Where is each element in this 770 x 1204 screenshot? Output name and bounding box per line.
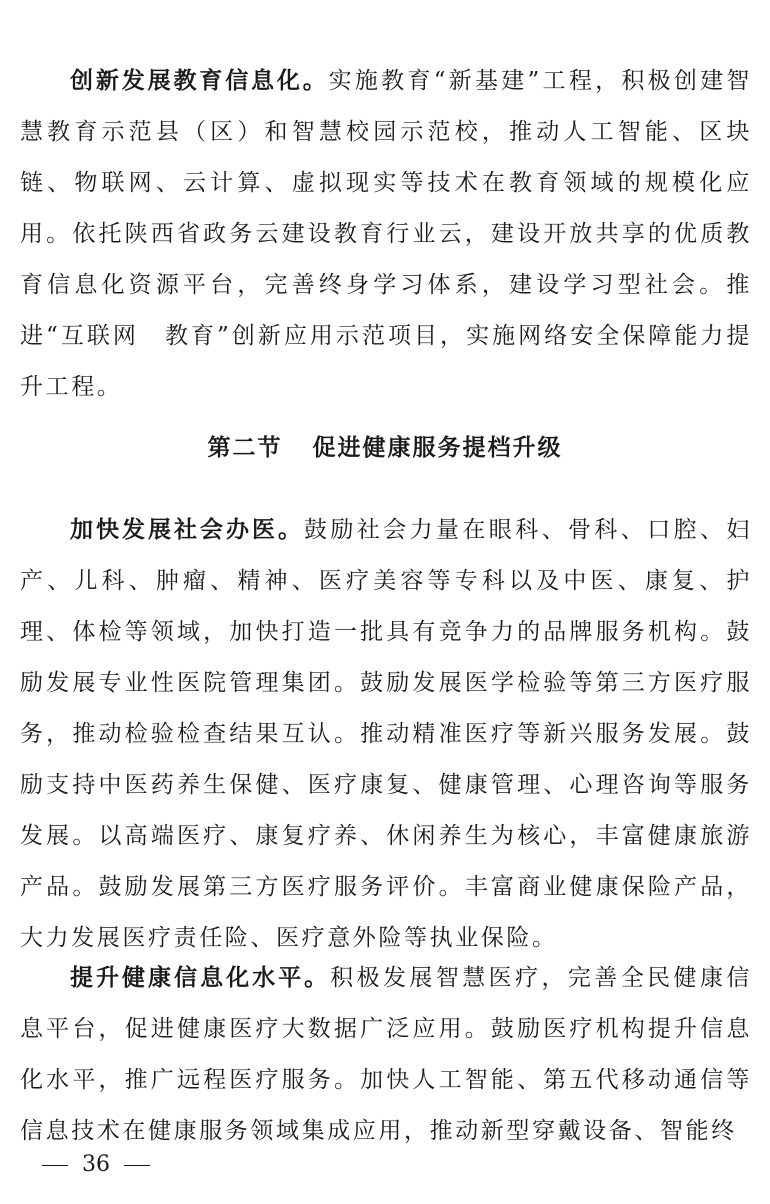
paragraph-body: 鼓励社会力量在眼科、骨科、口腔、妇产、儿科、肿瘤、精神、医疗美容等专科以及中医、康复、护理、体检等领域，加快打造一批具有竞争力的品牌服务机构。鼓励发展专业性医院管理集团。鼓励发展医学检验等第三方医疗服务，推动检验检查结果互认。推动精准医疗等新兴服务发展。鼓励支持中医药养生保健、医疗康复、健康管理、心理咨询等服务发展。以高端医疗、康复疗养、休闲养生为核心，丰富健康旅游产品。鼓励发展第三方医疗服务评价。丰富商业健康保险产品，大力发展医疗责任险、医疗意外险等执业保险。 — [20, 517, 752, 951]
paragraph-body: 积极发展智慧医疗，完善全民健康信息平台，促进健康医疗大数据广泛应用。鼓励医疗机构提升信息化水平，推广远程医疗服务。加快人工智能、第五代移动通信等信息技术在健康服务领域集成应用，推动新型穿戴设备、智能终 — [20, 965, 752, 1144]
paragraph-social-medical — [20, 505, 752, 964]
section-heading — [0, 428, 770, 468]
paragraph-body: 实施教育“新基建”工程，积极创建智慧教育示范县（区）和智慧校园示范校，推动人工智能、区块链、物联网、云计算、虚拟现实等技术在教育领域的规模化应用。依托陕西省政务云建设教育行业云，建设开放共享的优质教育信息化资源平台，完善终身学习体系，建设学习型社会。推进“互联网 教育”创新应用示范项目，实施网络安全保障能力提升工程。 — [20, 68, 753, 400]
footer-dash-left — [42, 1165, 68, 1166]
paragraph-lead: 提升健康信息化水平。 — [70, 965, 331, 991]
page-number: 36 — [82, 1152, 110, 1177]
section-title: 促进健康服务提档升级 — [312, 435, 563, 461]
paragraph-health-informatization — [20, 953, 752, 1157]
page-footer — [42, 1150, 150, 1180]
paragraph-education-informatization — [20, 56, 752, 413]
paragraph-lead: 加快发展社会办医。 — [70, 517, 304, 543]
section-number: 第二节 — [207, 435, 283, 461]
paragraph-lead: 创新发展教育信息化。 — [70, 68, 329, 94]
footer-dash-right — [124, 1165, 150, 1166]
